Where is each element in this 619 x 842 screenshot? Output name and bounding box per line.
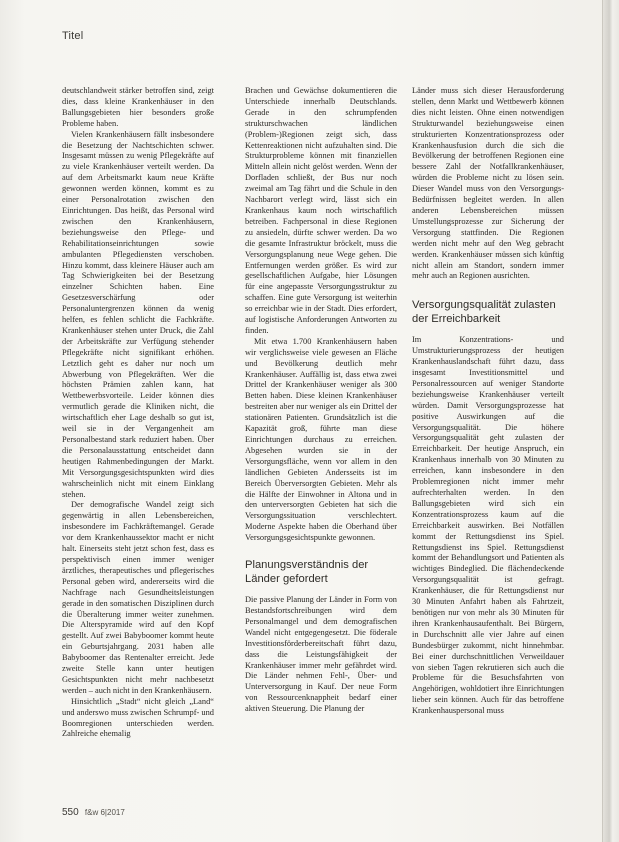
paragraph: Die passive Planung der Länder in Form von Bestandsfortschreibungen wird dem Personalmangel und dem demografischen Wandel nicht entgegengesetzt. Die föderale Investitionsförderbereitschaft führt dazu, dass die Leistungsfähigkeit der Krankenhäuser immer mehr gefährdet wird. Die Länder nehmen Fehl-, Über- und Unterversorgung in Kauf. Der neue Form von Ressourcenknappheit bedarf einer aktiven Steuerung. Die Planung der bbox=[245, 595, 397, 714]
paragraph: Hinsichtlich „Stadt“ nicht gleich „Land“ und anderswo muss zwischen Schrumpf- und Boomregionen unterschieden werden. Zahlreiche ehemalig bbox=[62, 696, 214, 739]
text-column-3 bbox=[412, 86, 564, 717]
paragraph: deutschlandweit stärker betroffen sind, zeigt dies, dass kleine Krankenhäuser in den Ballungsgebieten hier besonders große Probleme haben. bbox=[62, 86, 214, 128]
section-heading: Versorgungsqualität zulasten der Erreichbarkeit bbox=[412, 299, 556, 326]
page-number: 550 bbox=[62, 807, 79, 818]
paragraph: Brachen und Gewächse dokumentieren die Unterschiede innerhalb Deutschlands. Gerade in den schrumpfenden strukturschwachen ländlichen (Problem-)Regionen zeigt sich, dass Kettenreaktionen nicht aufzuhalten sind. Die Strukturprobleme können mit finanziellen Mitteln allein nicht gelöst werden. Wenn der Dorfladen schließt, der Bus nur noch zweimal am Tag fährt und die Schule in den Nachbarort verlegt wird, lässt sich ein Krankenhaus kaum noch wirtschaftlich betreiben. Fachpersonal in diese Regionen zu ansiedeln, dürfte schwer werden. Da wo die gesamte Infrastruktur bröckelt, muss die Versorgungsplanung neue Wege gehen. Die Entfernungen werden größer. Es wird zur gesellschaftlichen Aufgabe, hier Lösungen für eine angepasste Versorgungsstruktur zu schaffen. Eine gute Versorgung ist weiterhin so erreichbar wie in der Stadt. Dies erfordert, auf logistische Anforderungen Antworten zu finden. bbox=[245, 86, 397, 335]
paragraph: Mit etwa 1.700 Krankenhäusern haben wir verglichsweise viele gewesen an Fläche und Bevölkerung deutlich mehr Krankenhäuser. Auffällig ist, dass etwa zwei Drittel der Krankenhäuser weniger als 300 Betten haben. Diese kleinen Krankenhäuser bestreiten aber nur weniger als ein Drittel der stationären Patienten. Grundsätzlich ist die Kapazität groß, führte man diese Einrichtungen durchaus zu erreichen. Abgesehen wurden sie in der Versorgungsfläche, wenn vor allem in den ländlichen Gebieten Andersseits ist im Bereich Überversorgten Gebieten. Mehr als die Hälfte der Einwohner in Altona und in den unterversorgten Gebieten hat sich die Versorgungssituation verschlechtert. Moderne Aspekte haben die Oberhand über Versorgungsgesichtspunkte gewonnen. bbox=[245, 336, 397, 543]
paragraph: Vielen Krankenhäusern fällt insbesondere die Besetzung der Nachtschichten schwer. Insgesamt müssen zu wenig Pflegekräfte auf zu viele Krankenhäuser verteilt werden. Da auf dem Arbeitsmarkt kaum neue Kräfte gewonnen werden können, kommt es zu einer Personalrotation zwischen den Einrichtungen. Das heißt, das Personal wird zwischen den Krankenhäusern, beziehungsweise den Pflege- und Rehabilitationseinrichtungen sowie ambulanten Pflegediensten verschoben. Hinzu kommt, dass kleinere Häuser auch am Tag Schwierigkeiten bei der Besetzung einzelner Schichten haben. Eine Gesetzesverschärfung oder Personaluntergrenzen können da wenig helfen, es fehlen schlicht die Fachkräfte. Krankenhäuser stehen unter Druck, die Zahl der Arbeitskräfte zur Verfügung stehender Pflegekräfte nicht signifikant erhöhen. Letztlich geht es daher nur noch um Abwerbung von Pflegekräften. Wer die höchsten Prämien zahlen kann, hat Wettbewerbsvorteile. Leider können dies vermutlich gerade die Kliniken nicht, die wirtschaftlich eher Lage deshalb so gut ist, weil sie in der Vergangenheit am Personalbestand stark reduziert haben. Über die Personalausstattung entscheidet dann heutigen Rahmenbedingungen der Markt. Mit Versorgungsgesichtspunkten wird dies wahrscheinlich nicht mit einem Einklang stehen. bbox=[62, 129, 214, 499]
paragraph: Im Konzentrations- und Umstrukturierungsprozess der heutigen Krankenhauslandschaft führt dazu, dass insgesamt Investitionsmittel und Personalressourcen auf weniger Standorte beziehungsweise Krankenhäuser verteilt würden. Damit Versorgungsprozesse hat positive Auswirkungen auf die Versorgungsqualität. Die höhere Versorgungsqualität geht zulasten der Erreichbarkeit. Der heutige Anspruch, ein Krankenhaus innerhalb von 30 Minuten zu erreichen, kann insbesondere in den Problemregionen nicht immer mehr aufrechterhalten werden. In den Ballungsgebieten wird sich ein Konzentrationsprozess kaum auf die Erreichbarkeit auswirken. Bei Notfällen kommt der Rettungsdienst ins Spiel. Rettungsdienst ins Spiel. Rettungsdienst kommt der Behandlungsort und Patienten als wichtiges Bindeglied. Die flächendeckende Versorgungsqualität ist gefragt. Krankenhäuser, die für Rettungsdienst nur 30 Minuten Anfahrt haben als Fahrtzeit, benötigen nur von mehr als 30 Minuten für ihren Krankenhausaufenthalt. Bei Bürgern, in Durchschnitt alle vier Jahre auf einen Bundesbürger zukommt, nicht hinnehmbar. Bei einer durchschnittlichen Verweildauer von sieben Tagen rekrutieren sich auch die Probleme für die Besuchsfahrten von Angehörigen, wohldotiert ihre Einrichtungen lieber sein können. Auch für das betroffene Krankenhauspersonal muss bbox=[412, 335, 564, 716]
page-edge bbox=[602, 0, 619, 842]
text-column-2 bbox=[245, 86, 397, 715]
journal-name: f&w 6|2017 bbox=[84, 808, 125, 817]
paragraph: Der demografische Wandel zeigt sich gegenwärtig in allen Lebensbereichen, insbesondere im Fachkräftemangel. Gerade vor dem Krankenhaussektor macht er nicht halt. Einerseits steht jetzt schon fest, dass es perspektivisch einen immer weniger ärztliches, therapeutisches und pflegerisches Personal geben wird, andererseits wird die Nachfrage nach Gesundheitsleistungen gerade in den somatischen Disziplinen durch die Überalterung immer weiter zunehmen. Die Alterspyramide wird auf den Kopf gestellt. Auf zwei Babyboomer kommt heute ein Geburtsjahrgang. 2031 haben alle Babyboomer das Rentenalter erreicht. Jede zweite Stelle kann unter heutigen Gesichtspunkten nicht mehr nachbesetzt werden – auch nicht in den Krankenhäusern. bbox=[62, 500, 214, 695]
section-heading: Planungsverständnis der Länder gefordert bbox=[245, 559, 369, 586]
page-footer bbox=[62, 807, 125, 818]
text-column-1 bbox=[62, 86, 214, 740]
section-label: Titel bbox=[62, 30, 84, 42]
paragraph: Länder muss sich dieser Herausforderung stellen, denn Markt und Wettbewerb können dies nicht leisten. Ohne einen notwendigen Strukturwandel beziehungsweise einen strukturierten Konzentrationsprozess oder Krankenhausfusion durch die sich die Bevölkerung der betroffenen Regionen eine bessere Zahl der Notfallkrankenhäuser, würden die Probleme nicht zu lösen sein. Dieser Wandel muss von den Versorgungs-Bedürfnissen begleitet werden. In allen anderen Lebensbereichen müssen Umstellungsprozesse zur Sicherung der Versorgung stattfinden. Die Regionen werden nicht mehr auf den Weg gebracht werden. Krankenhäuser müssen sich künftig nicht allein am Standort, sondern immer mehr auch an Regionen ausrichten. bbox=[412, 86, 564, 281]
